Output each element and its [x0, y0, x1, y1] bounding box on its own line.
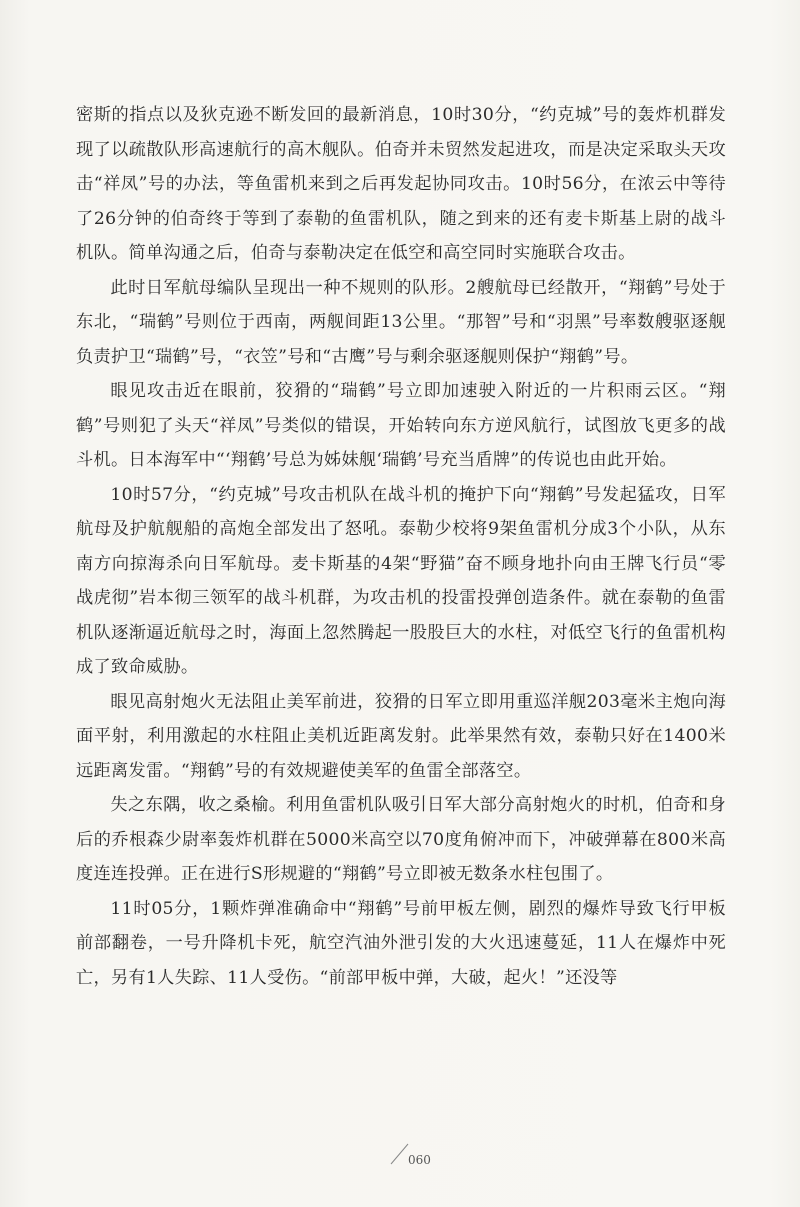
- paragraph-6: 失之东隅，收之桑榆。利用鱼雷机队吸引日军大部分高射炮火的时机，伯奇和身后的乔根森少尉率轰炸机群在5000米高空以70度角俯冲而下，冲破弹幕在800米高度连连投弹。正在进行S形规避的“翔鹤”号立即被无数条水柱包围了。: [76, 795, 726, 884]
- paragraph-1: 密斯的指点以及狄克逊不断发回的最新消息，10时30分，“约克城”号的轰炸机群发现了以疏散队形高速航行的高木舰队。伯奇并未贸然发起进攻，而是决定采取头天攻击“祥凤”号的办法，等鱼雷机来到之后再发起协同攻击。10时56分，在浓云中等待了26分钟的伯奇终于等到了泰勒的鱼雷机队，随之到来的还有麦卡斯基上尉的战斗机队。简单沟通之后，伯奇与泰勒决定在低空和高空同时实施联合攻击。: [76, 105, 726, 263]
- paragraph-2: 此时日军航母编队呈现出一种不规则的队形。2艘航母已经散开，“翔鹤”号处于东北，“瑞鹤”号则位于西南，两舰间距13公里。“那智”号和“羽黑”号率数艘驱逐舰负责护卫“瑞鹤”号，“衣笠”号和“古鹰”号与剩余驱逐舰则保护“翔鹤”号。: [76, 277, 726, 367]
- paragraph-7: 11时05分，1颗炸弹准确命中“翔鹤”号前甲板左侧，剧烈的爆炸导致飞行甲板前部翻卷，一号升降机卡死，航空汽油外泄引发的大火迅速蔓延，11人在爆炸中死亡，另有1人失踪、11人受伤。“前部甲板中弹，大破，起火！”还没等: [76, 898, 726, 988]
- page-number-slash-icon: [388, 1142, 410, 1166]
- paragraph-3: 眼见攻击近在眼前，狡猾的“瑞鹤”号立即加速驶入附近的一片积雨云区。“翔鹤”号则犯了头天“祥凤”号类似的错误，开始转向东方逆风航行，试图放飞更多的战斗机。日本海军中“‘翔鹤’号总为姊妹舰‘瑞鹤’号充当盾牌”的传说也由此开始。: [76, 381, 726, 470]
- body-text: [76, 98, 726, 995]
- paragraph-4: 10时57分，“约克城”号攻击机队在战斗机的掩护下向“翔鹤”号发起猛攻，日军航母及护航舰船的高炮全部发出了怒吼。泰勒少校将9架鱼雷机分成3个小队，从东南方向掠海杀向日军航母。麦卡斯基的4架“野猫”奋不顾身地扑向由王牌飞行员“零战虎彻”岩本彻三领军的战斗机群，为攻击机的投雷投弹创造条件。就在泰勒的鱼雷机队逐渐逼近航母之时，海面上忽然腾起一股股巨大的水柱，对低空飞行的鱼雷机构成了致命威胁。: [76, 484, 726, 677]
- page-number: 060: [408, 1153, 431, 1167]
- paragraph-5: 眼见高射炮火无法阻止美军前进，狡猾的日军立即用重巡洋舰203毫米主炮向海面平射，利用激起的水柱阻止美机近距离发射。此举果然有效，泰勒只好在1400米远距离发雷。“翔鹤”号的有效规避使美军的鱼雷全部落空。: [76, 691, 726, 781]
